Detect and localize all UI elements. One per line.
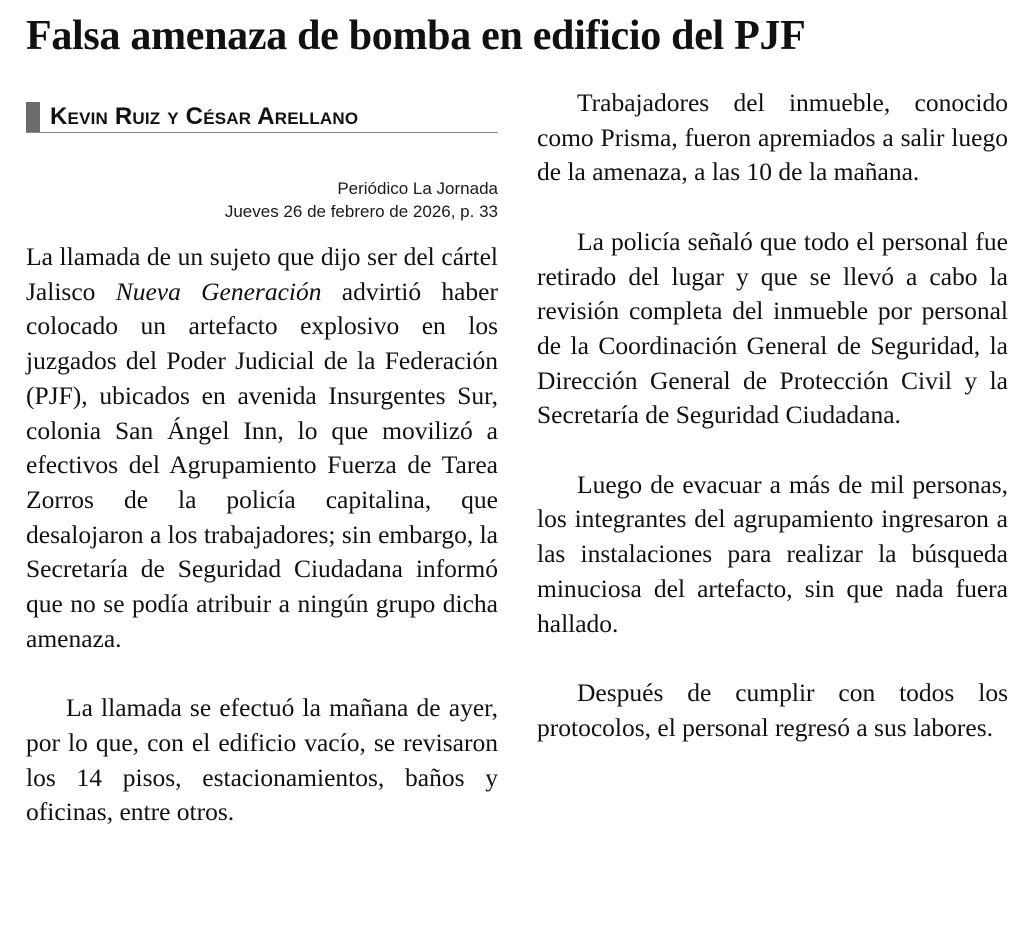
paragraph-1 bbox=[26, 240, 498, 656]
paragraph-1-start: La llamada de un sujeto que dijo ser del cártel Jalisco bbox=[26, 242, 498, 306]
right-column bbox=[537, 86, 1008, 745]
source-date-page: Jueves 26 de febrero de 2026, p. 33 bbox=[224, 202, 498, 221]
byline-authors: Kevin Ruiz y César Arellano bbox=[50, 103, 359, 130]
source-info bbox=[225, 177, 498, 223]
paragraph-2: La llamada se efectuó la mañana de ayer, por lo que, con el edificio vacío, se revisaron los 14 pisos, estacionamientos, baños y oficinas, entre otros. bbox=[26, 693, 498, 827]
byline-marker-bar bbox=[26, 102, 40, 132]
article-headline: Falsa amenaza de bomba en edificio del PJF bbox=[26, 13, 806, 59]
paragraph-1-italic: Nueva Generación bbox=[115, 276, 322, 306]
paragraph-6: Después de cumplir con todos los protocolos, el personal regresó a sus labores. bbox=[537, 677, 1008, 742]
source-publication: Periódico La Jornada bbox=[337, 179, 498, 198]
paragraph-5: Luego de evacuar a más de mil personas, los integrantes del agrupamiento ingresaron a las instalaciones para realizar la búsqueda minuciosa del artefacto, sin que nada fuera hallado. bbox=[537, 469, 1008, 638]
paragraph-1-end: advirtió haber colocado un artefacto explosivo en los juzgados del Poder Judicial de la Federación (PJF), ubicados en avenida Insurgentes Sur, colonia San Ángel Inn, lo que movilizó a efectivos del Agrupamiento Fuerza de Tarea Zorros de la policía capitalina, que desalojaron a los trabajadores; sin embargo, la Secretaría de Seguridad Ciudadana informó que no se podía atribuir a ningún grupo dicha amenaza. bbox=[26, 276, 498, 653]
byline bbox=[26, 102, 498, 133]
paragraph-3: Trabajadores del inmueble, conocido como Prisma, fueron apremiados a salir luego de la amenaza, a las 10 de la mañana. bbox=[537, 88, 1008, 187]
paragraph-4: La policía señaló que todo el personal fue retirado del lugar y que se llevó a cabo la revisión completa del inmueble por personal de la Coordinación General de Seguridad, la Dirección General de Protección Civil y la Secretaría de Seguridad Ciudadana. bbox=[537, 226, 1008, 430]
left-column bbox=[26, 240, 498, 830]
